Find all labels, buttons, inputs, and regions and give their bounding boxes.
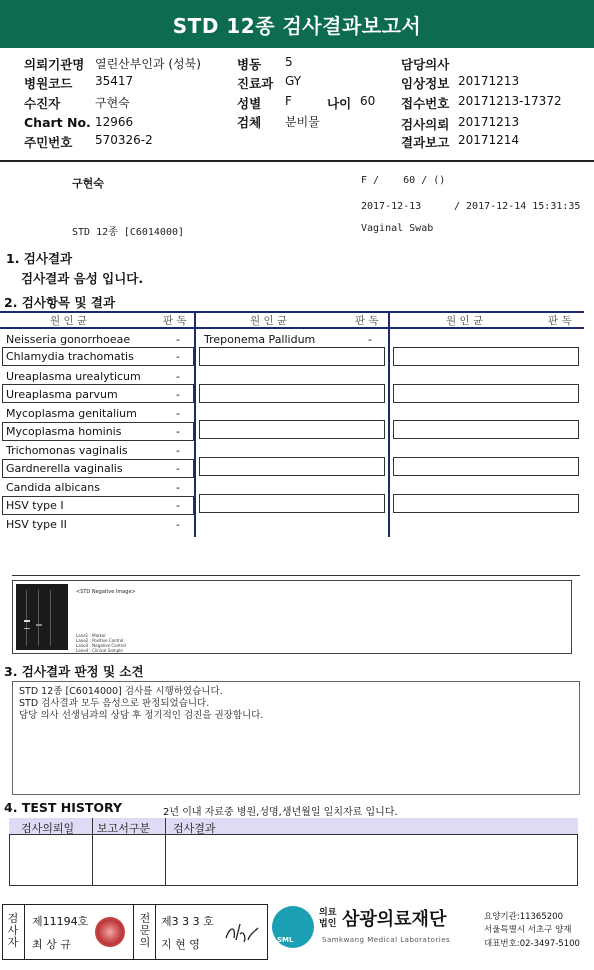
section2-title: 2. 검사항목 및 결과 [4, 295, 116, 310]
empty-row-box [199, 420, 385, 439]
column-divider [194, 311, 196, 537]
legend-entry: Lane3 : Negative Control [76, 643, 126, 648]
image-caption: <STD Negative Image> [76, 589, 136, 595]
header-pathogen-1: 원 인 균 [50, 315, 88, 327]
value-specimen: 분비물 [285, 115, 320, 129]
section1-result: 검사결과 음성 입니다. [21, 271, 144, 286]
label-age: 나이 [327, 96, 352, 111]
header-judge-1: 판 독 [163, 315, 187, 327]
history-divider [165, 818, 166, 886]
items-table-header [0, 311, 584, 329]
legend-entry: Lane1 : Marker [76, 633, 106, 638]
header-judge-2: 판 독 [355, 315, 379, 327]
org-name-en: Samkwang Medical Laboratories [322, 936, 451, 944]
signature [222, 918, 262, 948]
opinion-line: STD 12종 [C6014000] 검사를 시행하였습니다. [19, 686, 223, 697]
image-legend [76, 633, 126, 653]
history-col-request-date: 검사의뢰일 [21, 822, 75, 835]
test-name: STD 12종 [C6014000] [72, 227, 185, 238]
label-hospital: 의뢰기관명 [24, 57, 85, 72]
specimen-type: Vaginal Swab [361, 223, 434, 234]
section1-title: 1. 검사결과 [6, 251, 73, 266]
pathogen-name: Mycoplasma hominis [6, 425, 122, 438]
pathogen-name: Chlamydia trachomatis [6, 350, 134, 363]
gel-image [16, 584, 68, 650]
legend-entry: Lane4 : Clinical Sample [76, 648, 123, 653]
specialist-label: 전문의 [139, 912, 151, 949]
report-title: STD 12종 검사결과보고서 [0, 0, 594, 48]
pathogen-result: - [176, 407, 180, 420]
empty-row-box [199, 347, 385, 366]
patient-name: 구현숙 [72, 177, 104, 190]
inspector-name: 최 상 규 [32, 938, 71, 951]
history-col-report-type: 보고서구분 [97, 822, 151, 835]
pathogen-name: Candida albicans [6, 481, 100, 494]
pathogen-name: Ureaplasma parvum [6, 388, 118, 401]
value-receipt-no: 20171213-17372 [458, 94, 562, 108]
header-pathogen-2: 원 인 균 [250, 315, 288, 327]
history-note: 2년 이내 자료중 병원,성명,생년월일 일치자료 입니다. [163, 807, 398, 818]
opinion-box [12, 681, 580, 795]
label-ward: 병동 [237, 57, 262, 72]
empty-row-box [393, 420, 579, 439]
value-hospital: 열린산부인과 (성북) [95, 57, 201, 71]
label-clinical-info: 임상정보 [401, 76, 450, 91]
org-name: 삼광의료재단 [342, 909, 447, 930]
value-ward: 5 [285, 55, 293, 69]
pathogen-name: Mycoplasma genitalium [6, 407, 137, 420]
value-department: GY [285, 74, 302, 88]
pathogen-result: - [176, 425, 180, 438]
pathogen-result: - [176, 388, 180, 401]
specialist-name: 지 현 영 [161, 938, 200, 951]
pathogen-name: Trichomonas vaginalis [6, 444, 128, 457]
logo-text: SML [277, 936, 294, 944]
pathogen-result: - [176, 333, 180, 346]
history-table-header [9, 818, 578, 835]
label-sex: 성별 [237, 96, 262, 111]
footer-divider [24, 904, 25, 960]
label-hospital-code: 병원코드 [24, 76, 73, 91]
opinion-line: 담당 의사 선생님과의 상담 후 정기적인 검진을 권장합니다. [19, 710, 264, 721]
pathogen-result: - [176, 370, 180, 383]
value-report-date: 20171214 [458, 133, 520, 147]
label-resident-no: 주민번호 [24, 135, 73, 150]
label-doctor: 담당의사 [401, 57, 450, 72]
pathogen-name: Neisseria gonorrhoeae [6, 333, 131, 346]
history-col-result: 검사결과 [173, 822, 216, 835]
value-request-date: 20171213 [458, 115, 520, 129]
label-report-date: 결과보고 [401, 135, 450, 150]
pathogen-result: - [368, 333, 372, 346]
label-chart-no: Chart No. [24, 115, 91, 130]
inspector-label: 검사자 [7, 912, 19, 949]
pathogen-result: - [176, 518, 180, 531]
section3-title: 3. 검사결과 판정 및 소견 [4, 664, 144, 679]
value-chart-no: 12966 [95, 115, 134, 129]
org-address: 서울특별시 서초구 양재 [484, 925, 572, 935]
empty-row-box [393, 457, 579, 476]
seal-stamp [95, 917, 125, 947]
pathogen-name: Gardnerella vaginalis [6, 462, 123, 475]
header-judge-3: 판 독 [548, 315, 572, 327]
label-department: 진료과 [237, 76, 274, 91]
value-age: 60 [360, 94, 376, 108]
org-code: 요양기관:11365200 [484, 912, 563, 922]
pathogen-result: - [176, 444, 180, 457]
label-patient: 수진자 [24, 96, 61, 111]
value-clinical-info: 20171213 [458, 74, 520, 88]
header-pathogen-3: 원 인 균 [446, 315, 484, 327]
date-from: 2017-12-13 [361, 201, 422, 212]
pathogen-name: HSV type II [6, 518, 67, 531]
value-resident-no: 570326-2 [95, 133, 153, 147]
opinion-line: STD 검사결과 모두 음성으로 판정되었습니다. [19, 698, 210, 709]
pathogen-result: - [176, 462, 180, 475]
pathogen-result: - [176, 499, 180, 512]
value-patient: 구현숙 [95, 96, 130, 110]
footer-divider [155, 904, 156, 960]
label-request-date: 검사의뢰 [401, 117, 450, 132]
specialist-license: 제3 3 3 호 [161, 915, 214, 928]
empty-row-box [393, 494, 579, 513]
footer-divider [133, 904, 134, 960]
pathogen-name: HSV type I [6, 499, 64, 512]
patient-sex-age: F / 60 / () [361, 175, 446, 186]
history-divider [92, 818, 93, 886]
pathogen-name: Ureaplasma urealyticum [6, 370, 141, 383]
org-phone: 대표번호:02-3497-5100 [484, 939, 580, 949]
pathogen-name: Treponema Pallidum [204, 333, 316, 346]
empty-row-box [199, 457, 385, 476]
value-hospital-code: 35417 [95, 74, 134, 88]
divider [12, 575, 580, 576]
pathogen-result: - [176, 350, 180, 363]
empty-row-box [393, 384, 579, 403]
section4-title: 4. TEST HISTORY [4, 800, 123, 815]
inspector-license: 제11194호 [32, 915, 89, 928]
label-receipt-no: 접수번호 [401, 96, 450, 111]
column-divider [388, 311, 390, 537]
empty-row-box [199, 384, 385, 403]
pathogen-result: - [176, 481, 180, 494]
empty-row-box [199, 494, 385, 513]
value-sex: F [285, 94, 292, 108]
legend-entry: Lane2 : Positive Control [76, 638, 124, 643]
label-specimen: 검체 [237, 115, 262, 130]
date-to: / 2017-12-14 15:31:35 [454, 201, 581, 212]
empty-row-box [393, 347, 579, 366]
org-type: 의료법인 [319, 908, 337, 929]
